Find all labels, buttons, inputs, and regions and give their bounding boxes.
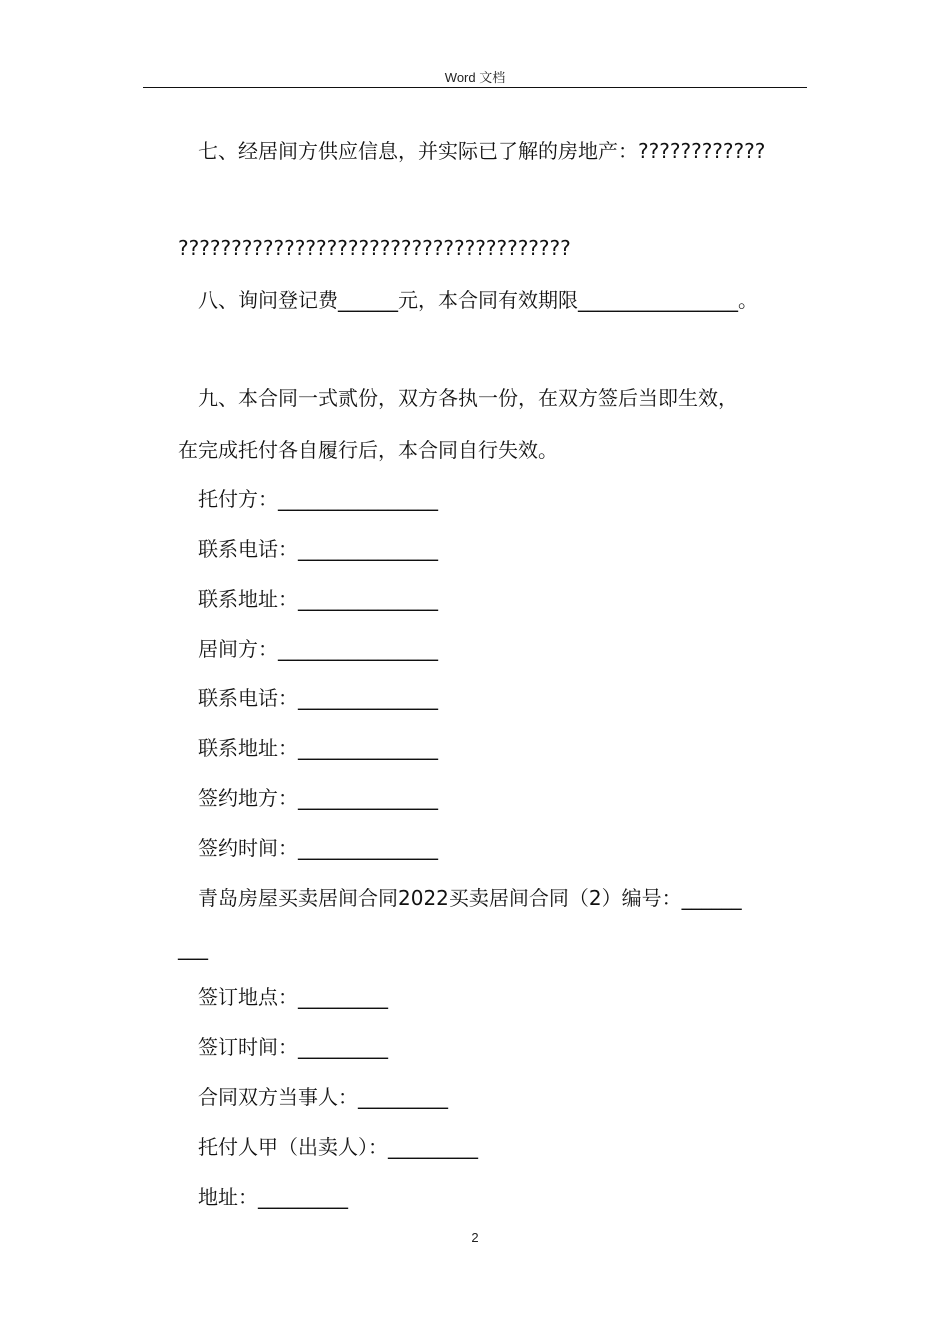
header-divider bbox=[143, 87, 807, 88]
party-a-seller-field: 托付人甲（出卖人）：_________ bbox=[198, 1135, 478, 1159]
clause-7-continuation: ????????????????????????????????????? bbox=[178, 236, 571, 260]
clause-8-line: 八、询问登记费______元，本合同有效期限________________。 bbox=[198, 288, 758, 312]
signed-place-field: 签订地点：_________ bbox=[198, 985, 388, 1009]
broker-field: 居间方：________________ bbox=[198, 637, 438, 661]
contract-number-continuation: ___ bbox=[178, 936, 208, 960]
party-a-address-field: 地址：_________ bbox=[198, 1185, 348, 1209]
principal-address-field: 联系地址：______________ bbox=[198, 587, 438, 611]
principal-field: 托付方：________________ bbox=[198, 487, 438, 511]
signed-time-field: 签订时间：_________ bbox=[198, 1035, 388, 1059]
clause-9-continuation: 在完成托付各自履行后，本合同自行失效。 bbox=[178, 438, 558, 462]
signing-time-field: 签约时间：______________ bbox=[198, 836, 438, 860]
page-header-title: Word 文档 bbox=[444, 70, 506, 85]
clause-7-line: 七、经居间方供应信息，并实际已了解的房地产：???????????? bbox=[198, 139, 766, 163]
clause-9-line: 九、本合同一式贰份，双方各执一份，在双方签后当即生效， bbox=[198, 386, 738, 410]
principal-phone-field: 联系电话：______________ bbox=[198, 537, 438, 561]
contract-title-line: 青岛房屋买卖居间合同2022买卖居间合同（2）编号：______ bbox=[198, 886, 742, 910]
broker-phone-field: 联系电话：______________ bbox=[198, 686, 438, 710]
broker-address-field: 联系地址：______________ bbox=[198, 736, 438, 760]
parties-field: 合同双方当事人：_________ bbox=[198, 1085, 448, 1109]
signing-place-field: 签约地方：______________ bbox=[198, 786, 438, 810]
page-number: 2 bbox=[471, 1230, 479, 1245]
